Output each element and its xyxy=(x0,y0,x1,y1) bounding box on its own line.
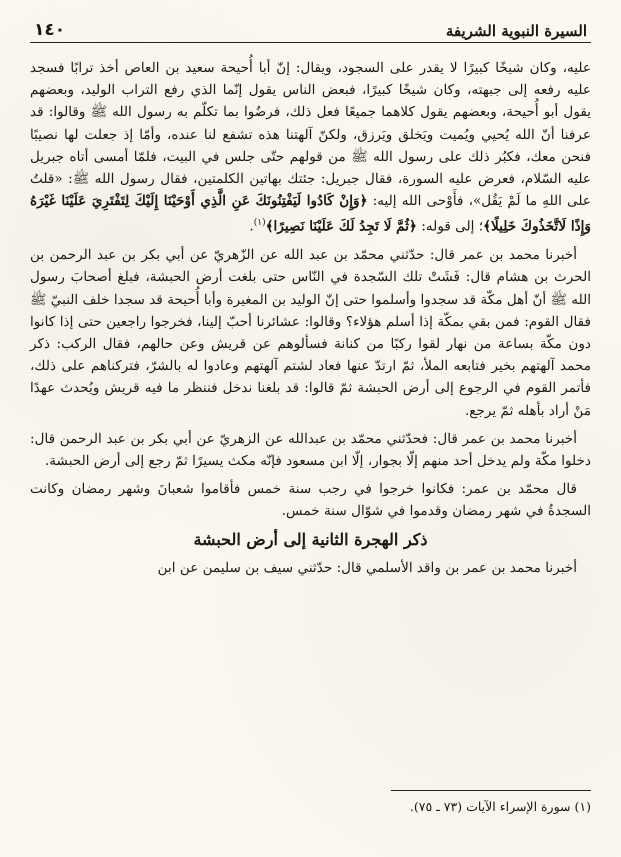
paragraph: قال محمّد بن عمر: فكانوا خرجوا في رجب سنة خمس فأقاموا شعبانَ وشهر رمضان وكانت السجدةُ في شهر رمضان وقدموا في شوّال سنة خمس. xyxy=(30,481,591,520)
page-body xyxy=(30,57,591,579)
paragraph: عليه، وكان شيخًا كبيرًا لا يقدر على السجود، ويقال: إنّ أبا أُحيحة سعيد بن العاص أخذ ترابًا فسجد عليه رفعه إلى جبهته، وكان شيخًا كبيرًا، فبعض الناس يقول إنّما الذي رفع التراب الوليد، وبعضهم يقول أبو أُحيحة، وبعضهم يقول كلاهما جميعًا فعل ذلك، فرضُوا بما تكلّم به رسول الله ﷺ وقالوا: قد عرفنا أنّ الله يُحيي ويُميت ويَخلق ويَرزق، ولكنّ آلهتنا هذه تشفع لنا عنده، وأمّا إذ جعلت لها نصيبًا فنحن معك، فكبُر ذلك على رسول الله ﷺ من قولهم حتّى جلس في البيت، فلمّا أمسى أتاه جبريل عليه السّلام، فعرض عليه السورة، فقال جبريل: جئتك بهاتين الكلمتين، فقال رسول الله ﷺ: «قلتُ على اللهِ ما لَمْ يَقُل»، فأَوْحى الله إليه: ﴿وَإِنْ كَادُوا لَيَفْتِنُونَكَ عَنِ الَّذِي أَوْحَيْنَا إِلَيْكَ لِتَفْتَرِيَ عَلَيْنَا غَيْرَهُ وَإِذًا لَاتَّخَذُوكَ خَلِيلًا﴾؛ إلى قوله: ﴿ثُمَّ لَا تَجِدُ لَكَ عَلَيْنَا نَصِيرًا﴾$^{(١)}$. xyxy=(30,60,591,235)
paragraph: أخبرنا محمد بن عمر بن واقد الأسلمي قال: حدّثني سيف بن سليمن عن ابن xyxy=(157,559,577,576)
book-title: السيرة النبوية الشريفة xyxy=(445,22,587,40)
footnote-divider xyxy=(391,790,591,791)
quran-verse: ﴿ثُمَّ لَا تَجِدُ لَكَ عَلَيْنَا نَصِيرًا﴾ xyxy=(265,218,417,235)
page-number: ١٤٠ xyxy=(34,20,66,40)
quran-verse: ﴿وَإِنْ كَادُوا لَيَفْتِنُونَكَ عَنِ الَّذِي أَوْحَيْنَا إِلَيْكَ لِتَفْتَرِيَ عَلَيْنَا غَيْرَهُ وَإِذًا لَاتَّخَذُوكَ خَلِيلًا﴾ xyxy=(30,193,591,235)
section-heading: ذكر الهجرة الثانية إلى أرض الحبشة xyxy=(193,529,428,549)
footnote-reference: (١) xyxy=(253,218,266,229)
paragraph: أخبرنا محمد بن عمر قال: فحدّثني محمّد بن عبدالله عن الزهريّ عن أبي بكر بن عبد الرحمن قال: دخلوا مكّة ولم يدخل أحد منهم إلّا بجوار، إلّا ابن مسعود فإنّه مكث يسيرًا ثمّ رجع إلى أرض الحبشة. xyxy=(30,430,591,469)
paragraph: أخبرنا محمد بن عمر قال: حدّثني محمّد بن عبد الله عن الزّهريّ عن أبي بكر بن عبد الرحمن بن الحرث بن هشام قال: فَشَتْ تلك السّجدة في النّاس حتى بلغت أرض الحبشة، فبلغ أصحابَ رسول الله ﷺ أنّ أهل مكّة قد سجدوا وأسلموا حتى إنّ الوليد بن المغيرة وأبا أُحيحة قد سجدا خلف النبيّ ﷺ فقال القوم: فمن بقي بمكّة إذا أسلم هؤلاء؟ وقالوا: عشائرنا أحبّ إلينا، فخرجوا راجعين حتى إذا كانوا دون مكّة بساعة من نهار لقوا ركبًا من كنانة فسألوهم عن قريش وعن حالهم، فقال الركب: ذكر محمد آلهتهم بخير فتابعه الملأ، ثمّ ارتدّ عنها فعاد لشتم آلهتهم وعادوا له بالشرّ، فتركناهم على ذلك، فأتمر القوم في الرجوع إلى أرض الحبشة ثمّ قالوا: قد بلغنا ندخل فننظر ما فيه قريش ويُحدث عهدًا مَنْ أراد بأهله ثمّ يرجع. xyxy=(30,247,591,419)
paragraph-text: عليه، وكان شيخًا كبيرًا لا يقدر على السجود، ويقال: إنّ أبا أُحيحة سعيد بن العاص أخذ ترابًا فسجد عليه رفعه إلى جبهته، وكان شيخًا كبيرًا، فبعض الناس يقول إنّما الذي رفع التراب الوليد، وبعضهم يقول أبو أُحيحة، وبعضهم يقول كلاهما جميعًا فعل ذلك، فرضُوا بما تكلّم به رسول الله ﷺ وقالوا: قد عرفنا أنّ الله يُحيي ويُميت ويَخلق ويَرزق، ولكنّ آلهتنا هذه تشفع لنا عنده، وأمّا إذ جعلت لها نصيبًا فنحن معك، فكبُر ذلك على رسول الله ﷺ من قولهم حتّى جلس في البيت، فلمّا أمسى أتاه جبريل عليه السّلام، فعرض عليه السورة، فقال جبريل: جئتك بهاتين الكلمتين، فقال رسول الله ﷺ: «قلتُ على اللهِ ما لَمْ يَقُل»، فأَوْحى الله إليه: xyxy=(30,60,591,210)
footnote: (١) سورة الإسراء الآيات (٧٣ ـ ٧٥). xyxy=(409,799,591,814)
paragraph-text: ؛ إلى قوله: xyxy=(416,218,484,235)
page-header xyxy=(30,16,591,43)
